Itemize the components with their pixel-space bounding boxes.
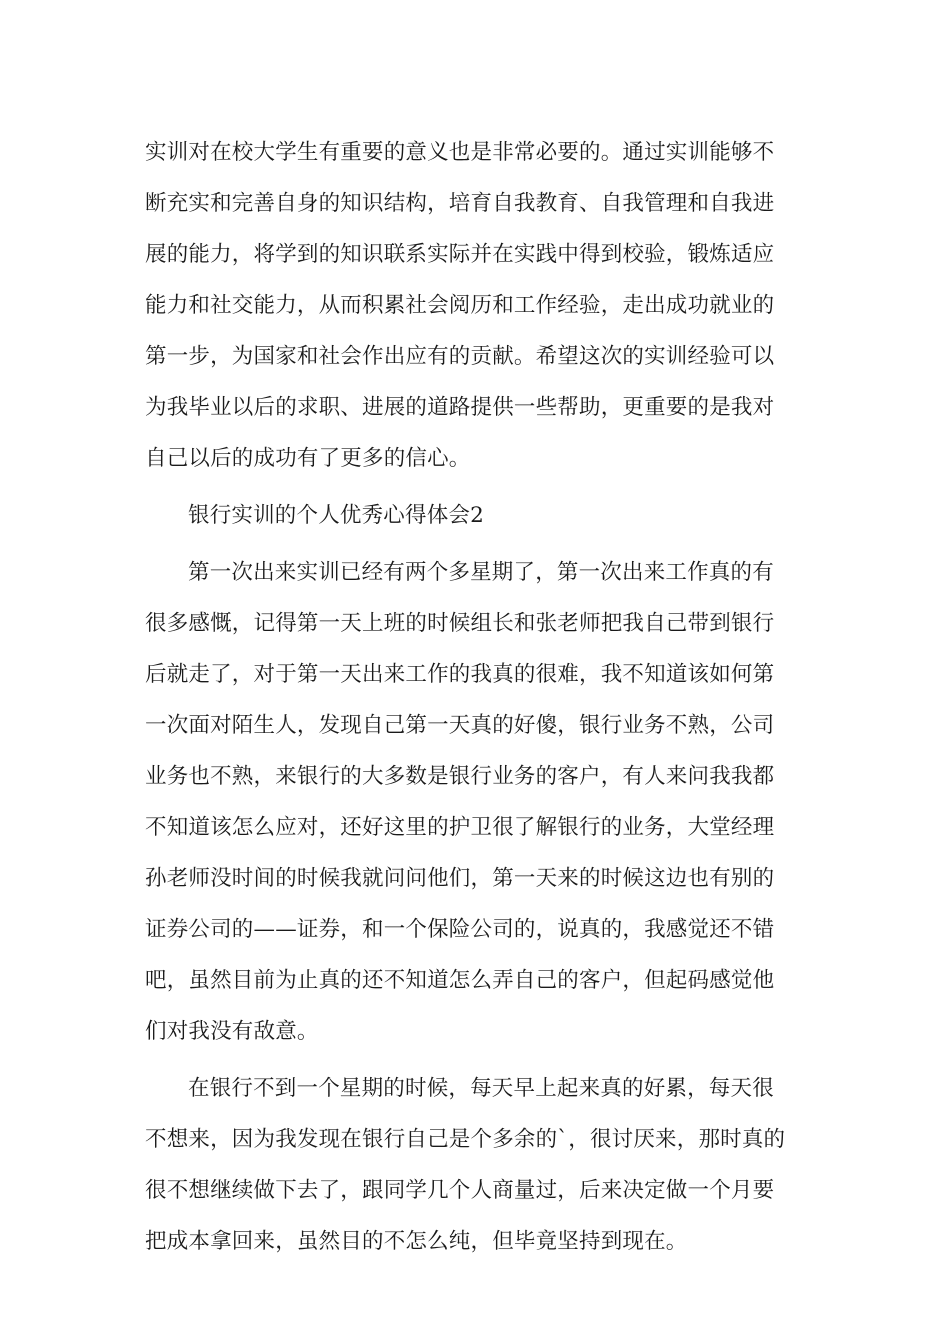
text-line: 实训对在校大学生有重要的意义也是非常必要的。通过实训能够不 (145, 140, 775, 165)
text-line: 断充实和完善自身的知识结构，培育自我教育、自我管理和自我进 (145, 191, 775, 216)
text-line: 很不想继续做下去了，跟同学几个人商量过，后来决定做一个月要 (145, 1178, 775, 1203)
paragraph-1 (145, 127, 815, 484)
paragraph-3 (145, 1063, 815, 1267)
section-heading: 银行实训的个人优秀心得体会2 (188, 503, 484, 528)
text-line: 证券公司的——证券，和一个保险公司的，说真的，我感觉还不错 (145, 917, 775, 942)
text-line: 一次面对陌生人，发现自己第一天真的好傻，银行业务不熟，公司 (145, 713, 775, 738)
text-line: 为我毕业以后的求职、进展的道路提供一些帮助，更重要的是我对 (145, 395, 775, 420)
text-line: 把成本拿回来，虽然目的不怎么纯，但毕竟坚持到现在。 (145, 1229, 688, 1254)
text-line: 孙老师没时间的时候我就问问他们，第一天来的时候这边也有别的 (145, 866, 775, 891)
text-line: 业务也不熟，来银行的大多数是银行业务的客户，有人来问我我都 (145, 764, 775, 789)
text-line: 们对我没有敌意。 (145, 1019, 319, 1044)
text-line: 吧，虽然目前为止真的还不知道怎么弄自己的客户，但起码感觉他 (145, 968, 775, 993)
text-line: 不想来，因为我发现在银行自己是个多余的`，很讨厌来，那时真的 (145, 1127, 786, 1152)
text-line: 能力和社交能力，从而积累社会阅历和工作经验，走出成功就业的 (145, 293, 775, 318)
text-line: 后就走了，对于第一天出来工作的我真的很难，我不知道该如何第 (145, 662, 775, 687)
text-line: 自己以后的成功有了更多的信心。 (145, 446, 471, 471)
text-line: 第一步，为国家和社会作出应有的贡献。希望这次的实训经验可以 (145, 344, 775, 369)
section-heading-block (145, 490, 815, 541)
text-line: 展的能力，将学到的知识联系实际并在实践中得到校验，锻炼适应 (145, 242, 775, 267)
text-line: 不知道该怎么应对，还好这里的护卫很了解银行的业务，大堂经理 (145, 815, 775, 840)
paragraph-2 (145, 547, 815, 1057)
text-line: 第一次出来实训已经有两个多星期了，第一次出来工作真的有 (188, 560, 774, 585)
text-line: 很多感慨，记得第一天上班的时候组长和张老师把我自己带到银行 (145, 611, 775, 636)
document-body (145, 127, 815, 1267)
text-line: 在银行不到一个星期的时候，每天早上起来真的好累，每天很 (188, 1076, 774, 1101)
